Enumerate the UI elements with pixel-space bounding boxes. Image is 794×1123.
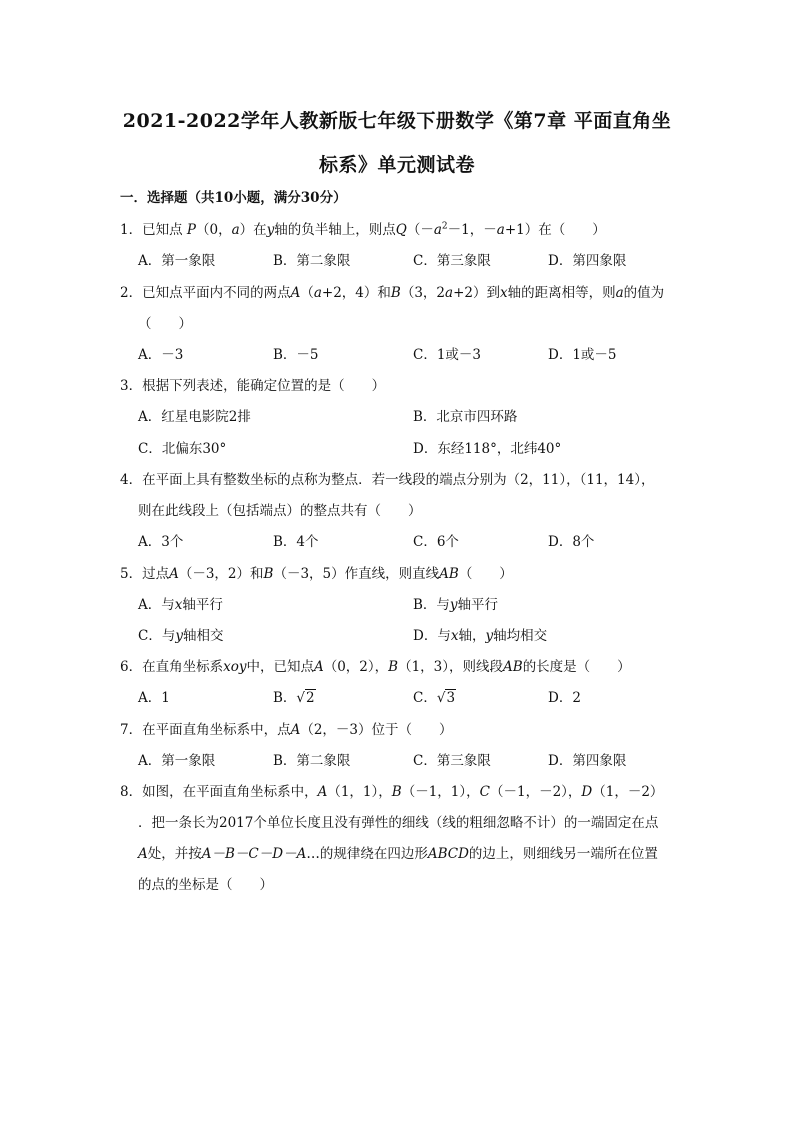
q7-option-a: A．第一象限 bbox=[138, 753, 216, 769]
q2-option-b: B．－5 bbox=[273, 347, 319, 363]
q6-option-c: C．√3 bbox=[413, 690, 456, 706]
question-4-line-2: 则在此线段上（包括端点）的整点共有（ ） bbox=[138, 503, 422, 519]
q4-option-d: D．8个 bbox=[548, 534, 595, 550]
q7-option-d: D．第四象限 bbox=[548, 753, 627, 769]
q3-option-d: D．东经118°，北纬40° bbox=[413, 441, 562, 457]
question-6: 6．在直角坐标系xoy中，已知点A（0，2），B（1，3），则线段AB的长度是（ ） bbox=[120, 659, 631, 675]
q5-option-c: C．与y轴相交 bbox=[138, 628, 224, 644]
q6-option-a: A．1 bbox=[138, 690, 170, 706]
section-heading: 一．选择题（共10小题，满分30分） bbox=[120, 190, 347, 206]
q1-option-d: D．第四象限 bbox=[548, 253, 627, 269]
q2-option-c: C．1或－3 bbox=[413, 347, 482, 363]
question-5: 5．过点A（－3，2）和B（－3，5）作直线，则直线AB（ ） bbox=[120, 566, 513, 582]
q2-option-d: D．1或－5 bbox=[548, 347, 617, 363]
q6-option-d: D．2 bbox=[548, 690, 581, 706]
q3-option-b: B．北京市四环路 bbox=[413, 409, 518, 425]
q2-option-a: A．－3 bbox=[138, 347, 184, 363]
q4-option-a: A．3个 bbox=[138, 534, 184, 550]
q3-option-c: C．北偏东30° bbox=[138, 441, 227, 457]
sqrt-symbol: √3 bbox=[436, 690, 456, 706]
q1-option-a: A．第一象限 bbox=[138, 253, 216, 269]
q4-option-b: B．4个 bbox=[273, 534, 319, 550]
question-8-line-4: 的点的坐标是（ ） bbox=[138, 877, 273, 893]
question-3: 3．根据下列表述，能确定位置的是（ ） bbox=[120, 378, 386, 394]
q7-option-c: C．第三象限 bbox=[413, 753, 491, 769]
q5-option-a: A．与x轴平行 bbox=[138, 597, 223, 613]
q3-option-a: A．红星电影院2排 bbox=[138, 409, 251, 425]
question-7: 7．在平面直角坐标系中，点A（2，－3）位于（ ） bbox=[120, 722, 453, 738]
question-8-line-3: A处，并按A－B－C－D－A…的规律绕在四边形ABCD的边上，则细线另一端所在位置 bbox=[138, 846, 658, 862]
question-1: 1．已知点 P（0，a）在y轴的负半轴上，则点$Q(-a^2-1$，－a+1）在（ ） bbox=[120, 221, 606, 238]
q1-option-c: C．第三象限 bbox=[413, 253, 491, 269]
sqrt-symbol: √2 bbox=[296, 690, 315, 706]
q5-option-b: B．与y轴平行 bbox=[413, 597, 499, 613]
page-title-line-1: 2021-2022学年人教新版七年级下册数学《第7章 平面直角坐 bbox=[122, 110, 672, 132]
question-4: 4．在平面上具有整数坐标的点称为整点．若一线段的端点分别为（2，11），（11，14）， bbox=[120, 472, 655, 488]
q7-option-b: B．第二象限 bbox=[273, 753, 351, 769]
q6-option-b: B．√2 bbox=[273, 690, 315, 706]
q1-option-b: B．第二象限 bbox=[273, 253, 351, 269]
q5-option-d: D．与x轴，y轴均相交 bbox=[413, 628, 548, 644]
question-8-line-2: ．把一条长为2017个单位长度且没有弹性的细线（线的粗细忽略不计）的一端固定在点 bbox=[138, 815, 659, 831]
question-2-line-2: （ ） bbox=[138, 316, 192, 332]
page-title-line-2: 标系》单元测试卷 bbox=[318, 154, 475, 176]
question-8: 8．如图，在平面直角坐标系中，A（1，1），B（－1，1），C（－1，－2），D（1，－2） bbox=[120, 784, 664, 800]
question-2: 2．已知点平面内不同的两点A（a+2，4）和B（3，2a+2）到x轴的距离相等，则a的值为 bbox=[120, 285, 665, 301]
q4-option-c: C．6个 bbox=[413, 534, 459, 550]
